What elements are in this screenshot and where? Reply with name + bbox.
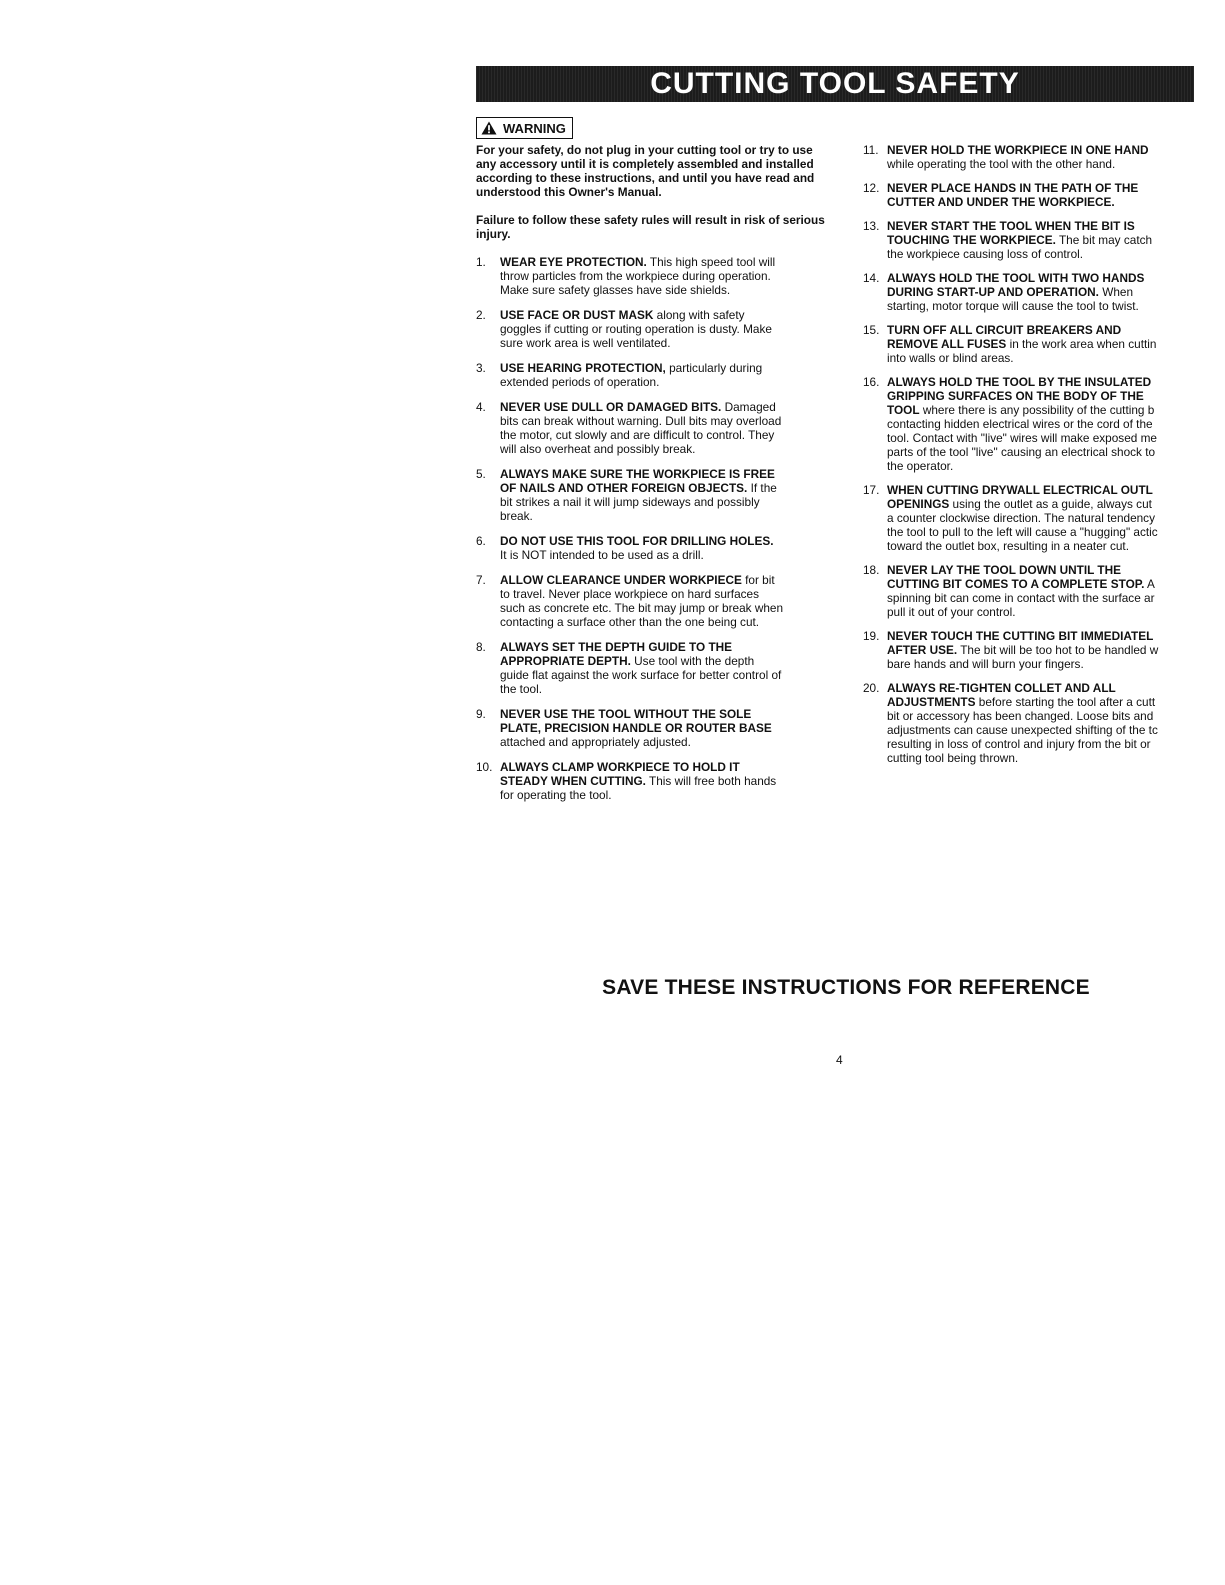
rule-line xyxy=(887,143,1223,157)
left-column xyxy=(476,143,826,813)
safety-rule-item xyxy=(476,308,826,350)
rule-line xyxy=(887,285,1223,299)
rule-body-text: bare hands and will burn your fingers. xyxy=(887,657,1084,671)
rule-body-text: the motor, cut slowly and are difficult to control. They xyxy=(500,428,775,442)
rule-body-text: A xyxy=(1144,577,1155,591)
rule-heading-text: OPENINGS xyxy=(887,497,950,511)
rule-body-text: a counter clockwise direction. The natural tendency xyxy=(887,511,1155,525)
rule-heading-text: NEVER TOUCH THE CUTTING BIT IMMEDIATEL xyxy=(887,629,1154,643)
rule-number: 17. xyxy=(863,483,880,497)
safety-rule-item xyxy=(476,760,826,802)
rule-number: 4. xyxy=(476,400,486,414)
save-instructions-footer: SAVE THESE INSTRUCTIONS FOR REFERENCE xyxy=(602,976,1090,999)
safety-rule-item xyxy=(476,573,826,629)
rule-number: 18. xyxy=(863,563,880,577)
safety-rule-item xyxy=(476,534,826,562)
rule-number: 19. xyxy=(863,629,880,643)
rule-line xyxy=(500,735,826,749)
rule-line xyxy=(500,442,826,456)
rule-line xyxy=(887,299,1223,313)
rule-body-text: extended periods of operation. xyxy=(500,375,660,389)
rule-heading-text: DURING START-UP AND OPERATION. xyxy=(887,285,1099,299)
rule-line xyxy=(887,605,1223,619)
rule-line xyxy=(500,615,826,629)
rule-body-text: bit or accessory has been changed. Loose bits and xyxy=(887,709,1154,723)
rule-heading-text: TOUCHING THE WORKPIECE. xyxy=(887,233,1056,247)
warning-intro: For your safety, do not plug in your cutting tool or try to use any accessory until it is completely assembled and installed according to these instructions, and until you have read and understood this Owner's Manual. xyxy=(476,143,815,199)
rule-body-text: spinning bit can come in contact with the surface ar xyxy=(887,591,1155,605)
rule-line xyxy=(500,721,826,735)
rule-body-text: bit strikes a nail it will jump sideways and possibly xyxy=(500,495,760,509)
rule-number: 11. xyxy=(863,143,879,157)
rule-body-text: contacting a surface other than the one being cut. xyxy=(500,615,760,629)
warning-label-box xyxy=(476,117,573,139)
rule-heading-text: NEVER HOLD THE WORKPIECE IN ONE HAND xyxy=(887,143,1149,157)
rule-body-text: cutting tool being thrown. xyxy=(887,751,1019,765)
rule-number: 7. xyxy=(476,573,486,587)
rule-text xyxy=(500,308,826,350)
rule-line xyxy=(887,375,1223,389)
safety-rule-item xyxy=(476,361,826,389)
safety-rule-item xyxy=(863,143,1223,171)
rule-body-text: toward the outlet box, resulting in a neater cut. xyxy=(887,539,1129,553)
rule-heading-text: TOOL xyxy=(887,403,920,417)
rule-line xyxy=(887,219,1223,233)
rule-line xyxy=(500,481,826,495)
rule-line xyxy=(887,233,1223,247)
rule-body-text: guide flat against the work surface for better control of xyxy=(500,668,782,682)
safety-rule-item xyxy=(863,181,1223,209)
rule-line xyxy=(887,539,1223,553)
rule-body-text: parts of the tool "live" causing an electrical shock to xyxy=(887,445,1156,459)
safety-rule-item xyxy=(863,375,1223,473)
rule-number: 8. xyxy=(476,640,486,654)
rule-line xyxy=(500,548,826,562)
warning-consequence: Failure to follow these safety rules will result in risk of serious injury. xyxy=(476,213,825,241)
rule-body-text: where there is any possibility of the cutting b xyxy=(919,403,1155,417)
right-column xyxy=(863,143,1223,883)
rule-line xyxy=(500,601,826,615)
rule-line xyxy=(500,682,826,696)
rule-text xyxy=(887,375,1223,473)
rule-number: 3. xyxy=(476,361,486,375)
rule-line xyxy=(887,417,1223,431)
rule-line xyxy=(500,587,826,601)
rule-heading-text: NEVER USE DULL OR DAMAGED BITS. xyxy=(500,400,722,414)
safety-rule-item xyxy=(863,271,1223,313)
rule-line xyxy=(887,271,1223,285)
rule-line xyxy=(500,336,826,350)
warning-triangle-icon xyxy=(481,121,497,135)
rule-text xyxy=(500,707,826,749)
rule-line xyxy=(500,774,826,788)
rule-text xyxy=(887,681,1223,765)
rule-heading-text: NEVER PLACE HANDS IN THE PATH OF THE xyxy=(887,181,1139,195)
safety-rule-item xyxy=(476,255,826,297)
rule-heading-text: USE FACE OR DUST MASK xyxy=(500,308,654,322)
rule-heading-text: ADJUSTMENTS xyxy=(887,695,976,709)
rule-heading-text: ALWAYS MAKE SURE THE WORKPIECE IS FREE xyxy=(500,467,775,481)
rule-number: 10. xyxy=(476,760,493,774)
safety-rule-item xyxy=(476,640,826,696)
rule-text xyxy=(500,361,826,389)
rule-line xyxy=(887,695,1223,709)
safety-rule-item xyxy=(863,563,1223,619)
rule-text xyxy=(500,255,826,297)
rule-heading-text: NEVER LAY THE TOOL DOWN UNTIL THE xyxy=(887,563,1121,577)
rule-body-text: particularly during xyxy=(665,361,763,375)
rule-body-text: for operating the tool. xyxy=(500,788,612,802)
safety-rule-item xyxy=(476,400,826,456)
rule-heading-text: ALWAYS RE-TIGHTEN COLLET AND ALL xyxy=(887,681,1116,695)
rule-line xyxy=(500,573,826,587)
rule-heading-text: DO NOT USE THIS TOOL FOR DRILLING HOLES. xyxy=(500,534,774,548)
safety-rule-item xyxy=(863,323,1223,365)
rule-heading-text: CUTTING BIT COMES TO A COMPLETE STOP. xyxy=(887,577,1145,591)
safety-rule-item xyxy=(863,681,1223,765)
title-banner xyxy=(476,66,1194,102)
rule-line xyxy=(500,534,826,548)
rule-body-text: such as concrete etc. The bit may jump or break when xyxy=(500,601,784,615)
safety-rule-item xyxy=(863,219,1223,261)
rule-text xyxy=(887,219,1223,261)
rule-number: 13. xyxy=(863,219,880,233)
rule-text xyxy=(887,143,1223,171)
rule-heading-text: NEVER START THE TOOL WHEN THE BIT IS xyxy=(887,219,1135,233)
rule-text xyxy=(887,181,1223,209)
warning-label: WARNING xyxy=(503,120,566,136)
rule-line xyxy=(500,467,826,481)
rule-line xyxy=(887,351,1223,365)
rule-line xyxy=(887,709,1223,723)
rule-number: 1. xyxy=(476,255,486,269)
rule-body-text: resulting in loss of control and injury from the bit or xyxy=(887,737,1151,751)
rule-line xyxy=(887,591,1223,605)
rule-body-text: using the outlet as a guide, always cut xyxy=(949,497,1152,511)
rule-number: 14. xyxy=(863,271,880,285)
rule-text xyxy=(500,534,826,562)
rule-line xyxy=(500,308,826,322)
rule-body-text: into walls or blind areas. xyxy=(887,351,1014,365)
rule-body-text: to travel. Never place workpiece on hard surfaces xyxy=(500,587,760,601)
rule-body-text: When xyxy=(1098,285,1134,299)
rule-body-text: pull it out of your control. xyxy=(887,605,1016,619)
rule-text xyxy=(500,573,826,629)
rule-heading-text: ALWAYS SET THE DEPTH GUIDE TO THE xyxy=(500,640,733,654)
rule-line xyxy=(887,389,1223,403)
rule-body-text: throw particles from the workpiece during operation. xyxy=(500,269,771,283)
rule-body-text: goggles if cutting or routing operation is dusty. Make xyxy=(500,322,772,336)
rule-line xyxy=(887,403,1223,417)
rule-body-text: It is NOT intended to be used as a drill. xyxy=(500,548,704,562)
safety-rules-list-left xyxy=(476,255,826,802)
rule-number: 15. xyxy=(863,323,880,337)
rule-line xyxy=(887,337,1223,351)
rule-line xyxy=(500,788,826,802)
rule-body-text: tool. Contact with "live" wires will make exposed me xyxy=(887,431,1157,445)
rule-line xyxy=(887,737,1223,751)
rule-number: 6. xyxy=(476,534,486,548)
rule-heading-text: STEADY WHEN CUTTING. xyxy=(500,774,646,788)
rule-body-text: along with safety xyxy=(653,308,745,322)
rule-body-text: This will free both hands xyxy=(645,774,777,788)
rule-text xyxy=(887,271,1223,313)
rule-body-text: adjustments can cause unexpected shifting of the tc xyxy=(887,723,1158,737)
rule-body-text: contacting hidden electrical wires or the cord of the xyxy=(887,417,1153,431)
rule-heading-text: PLATE, PRECISION HANDLE OR ROUTER BASE xyxy=(500,721,772,735)
rule-body-text: sure work area is well ventilated. xyxy=(500,336,671,350)
rule-line xyxy=(500,322,826,336)
rule-line xyxy=(887,431,1223,445)
rule-line xyxy=(887,563,1223,577)
rule-heading-text: APPROPRIATE DEPTH. xyxy=(500,654,631,668)
rule-line xyxy=(500,668,826,682)
rule-body-text: If the xyxy=(747,481,777,495)
rule-number: 5. xyxy=(476,467,486,481)
rule-text xyxy=(500,400,826,456)
rule-heading-text: NEVER USE THE TOOL WITHOUT THE SOLE xyxy=(500,707,752,721)
rule-heading-text: USE HEARING PROTECTION, xyxy=(500,361,666,375)
rule-heading-text: ALWAYS CLAMP WORKPIECE TO HOLD IT xyxy=(500,760,740,774)
rule-line xyxy=(500,495,826,509)
rule-line xyxy=(500,375,826,389)
safety-rule-item xyxy=(476,707,826,749)
rule-line xyxy=(887,681,1223,695)
rule-text xyxy=(500,760,826,802)
rule-line xyxy=(500,414,826,428)
rule-line xyxy=(500,640,826,654)
rule-line xyxy=(500,509,826,523)
rule-number: 9. xyxy=(476,707,486,721)
rule-line xyxy=(887,511,1223,525)
rule-body-text: attached and appropriately adjusted. xyxy=(500,735,691,749)
rule-line xyxy=(887,525,1223,539)
rule-body-text: The bit will be too hot to be handled w xyxy=(957,643,1159,657)
rule-heading-text: CUTTER AND UNDER THE WORKPIECE. xyxy=(887,195,1115,209)
rule-body-text: for bit xyxy=(741,573,775,587)
rule-body-text: the workpiece causing loss of control. xyxy=(887,247,1084,261)
rule-line xyxy=(500,654,826,668)
rule-heading-text: WEAR EYE PROTECTION. xyxy=(500,255,647,269)
rule-number: 2. xyxy=(476,308,486,322)
rule-heading-text: OF NAILS AND OTHER FOREIGN OBJECTS. xyxy=(500,481,748,495)
rule-line xyxy=(887,629,1223,643)
rule-text xyxy=(500,640,826,696)
safety-rule-item xyxy=(476,467,826,523)
page-title: CUTTING TOOL SAFETY xyxy=(650,67,1020,100)
rule-line xyxy=(887,195,1223,209)
rule-heading-text: TURN OFF ALL CIRCUIT BREAKERS AND xyxy=(887,323,1122,337)
rule-line xyxy=(887,577,1223,591)
rule-heading-text: GRIPPING SURFACES ON THE BODY OF THE xyxy=(887,389,1144,403)
rule-line xyxy=(887,483,1223,497)
rule-heading-text: ALWAYS HOLD THE TOOL WITH TWO HANDS xyxy=(887,271,1145,285)
rule-line xyxy=(887,323,1223,337)
rule-body-text: Use tool with the depth xyxy=(630,654,755,668)
rule-body-text: the tool. xyxy=(500,682,542,696)
rule-heading-text: ALWAYS HOLD THE TOOL BY THE INSULATED xyxy=(887,375,1152,389)
rule-body-text: Make sure safety glasses have side shields. xyxy=(500,283,731,297)
rule-body-text: in the work area when cuttin xyxy=(1006,337,1157,351)
rule-line xyxy=(887,751,1223,765)
rule-body-text: This high speed tool will xyxy=(646,255,776,269)
rule-line xyxy=(500,361,826,375)
rule-line xyxy=(887,459,1223,473)
rule-text xyxy=(887,563,1223,619)
rule-body-text: Damaged xyxy=(721,400,776,414)
rule-line xyxy=(500,400,826,414)
rule-line xyxy=(887,157,1223,171)
rule-line xyxy=(500,760,826,774)
rule-body-text: The bit may catch xyxy=(1055,233,1153,247)
rule-heading-text: REMOVE ALL FUSES xyxy=(887,337,1007,351)
rule-body-text: the operator. xyxy=(887,459,954,473)
rule-line xyxy=(887,723,1223,737)
rule-body-text: starting, motor torque will cause the tool to twist. xyxy=(887,299,1139,313)
rule-text xyxy=(500,467,826,523)
rule-number: 12. xyxy=(863,181,880,195)
rule-number: 20. xyxy=(863,681,880,695)
rule-text xyxy=(887,323,1223,365)
rule-body-text: bits can break without warning. Dull bits may overload xyxy=(500,414,782,428)
rule-body-text: break. xyxy=(500,509,533,523)
rule-body-text: before starting the tool after a cutt xyxy=(975,695,1156,709)
rule-line xyxy=(887,247,1223,261)
rule-text xyxy=(887,629,1223,671)
rule-heading-text: WHEN CUTTING DRYWALL ELECTRICAL OUTL xyxy=(887,483,1153,497)
rule-line xyxy=(887,643,1223,657)
rule-text xyxy=(887,483,1223,553)
rule-line xyxy=(500,283,826,297)
rule-line xyxy=(500,255,826,269)
rule-line xyxy=(887,445,1223,459)
rule-line xyxy=(887,181,1223,195)
rule-heading-text: AFTER USE. xyxy=(887,643,958,657)
rule-heading-text: ALLOW CLEARANCE UNDER WORKPIECE xyxy=(500,573,742,587)
rule-body-text: the tool to pull to the left will cause a "hugging" actic xyxy=(887,525,1158,539)
rule-line xyxy=(887,657,1223,671)
safety-rules-list-right xyxy=(863,143,1223,765)
rule-number: 16. xyxy=(863,375,880,389)
rule-line xyxy=(500,269,826,283)
rule-line xyxy=(887,497,1223,511)
safety-rule-item xyxy=(863,483,1223,553)
rule-line xyxy=(500,428,826,442)
rule-line xyxy=(500,707,826,721)
page-number: 4 xyxy=(836,1053,843,1067)
rule-body-text: while operating the tool with the other hand. xyxy=(887,157,1116,171)
rule-body-text: will also overheat and possibly break. xyxy=(500,442,696,456)
safety-rule-item xyxy=(863,629,1223,671)
